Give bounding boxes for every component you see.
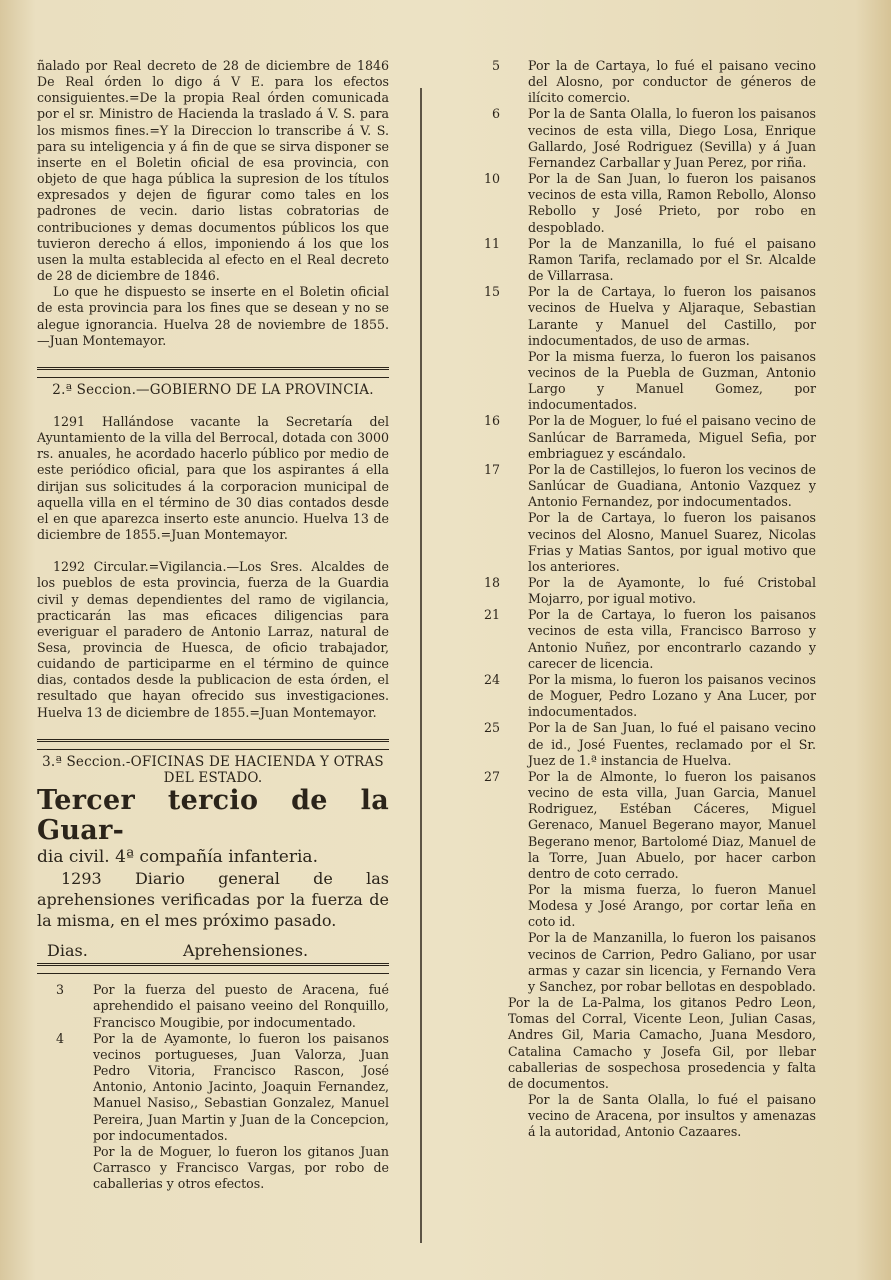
entry-text: Por la de Manzanilla, lo fué el paisano Ramon Tarifa, reclamado por el Sr. Alcalde de Villarrasa. xyxy=(528,235,816,284)
list-item xyxy=(478,930,816,995)
entry-day: 24 xyxy=(483,671,500,687)
section-rule xyxy=(37,739,389,750)
entry-text: Por la misma fuerza, lo fueron Manuel Modesa y José Arango, por cortar leña en coto id. xyxy=(528,881,816,930)
notice-1291: 1291 Hallándose vacante la Secretaría del Ayuntamiento de la villa del Berrocal, dotada con 3000 rs. anuales, he acordado hacerlo público por medio de este periódico oficial, para que los aspirantes á ella dirijan sus solicitudes á la corporacion municipal de aquella villa en el término de 30 dias contados desde el en que aparezca inserto este anuncio. Huelva 13 de diciembre de 1855.=Juan Montemayor. xyxy=(37,413,389,543)
column-divider xyxy=(420,88,422,1243)
notice-1292: 1292 Circular.=Vigilancia.—Los Sres. Alcaldes de los pueblos de esta provincia, fuerza de la Guardia civil y demas dependientes del ramo de vigilancia, practicarán las mas eficaces diligencias para everiguar el paradero de Antonio Larraz, natural de Sesa, provincia de Huesca, de oficio trabajador, cuidando de participarme en el término de quince dias, contados desde la publicacion de esta órden, el resultado que hayan ofrecido sus investigaciones. Huelva 13 de diciembre de 1855.=Juan Montemayor. xyxy=(37,559,389,720)
entry-text: Por la de Ayamonte, lo fué Cristobal Mojarro, por igual motivo. xyxy=(528,575,816,607)
entry-day: 3 xyxy=(55,982,64,998)
entry-text: Por la misma fuerza, lo fueron los paisanos vecinos de la Puebla de Guzman, Antonio Largo y Manuel Gomez, por indocumentados. xyxy=(528,348,816,413)
list-item xyxy=(478,171,816,236)
left-column xyxy=(37,58,389,1192)
entry-text: Por la de Cartaya, lo fueron los paisanos vecinos de Huelva y Aljaraque, Sebastian Larante y Manuel del Castillo, por indocumentados, de uso de armas. xyxy=(528,284,816,348)
notice-1293: 1293 Diario general de las aprehensiones verificadas por la fuerza de la misma, en el mes próximo pasado. xyxy=(37,869,389,931)
entry-text: Por la de Moguer, lo fué el paisano vecino de Sanlúcar de Barrameda, Miguel Sefia, por embriaguez y escándalo. xyxy=(528,413,816,461)
list-item xyxy=(478,882,816,930)
entry-text: Por la de Manzanilla, lo fueron los paisanos vecinos de Carrion, Pedro Galiano, por usar armas y cazar sin licencia, y Fernando Vera y Sanchez, por robar bellotas en despoblado. xyxy=(528,930,816,994)
list-item xyxy=(37,982,389,1030)
entry-text: Por la de Almonte, lo fueron los paisanos vecino de esta villa, Juan Garcia, Manuel Rodriguez, Estéban Cáceres, Miguel Gerenaco, Manuel Begerano mayor, Manuel Begerano menor, Bartolomé Diaz, Manuel de la Torre, Juan Abuelo, por hacer carbon dentro de coto cerrado. xyxy=(528,768,816,881)
entry-text: Por la de Santa Olalla, lo fueron los paisanos vecinos de esta villa, Diego Losa, Enrique Gallardo, José Rodriguez (Sevilla) y á Juan Fernandez Carballar y Juan Perez, por riña. xyxy=(528,106,816,170)
guard-subtitle: dia civil. 4ª compañía infanteria. xyxy=(37,847,318,868)
table-header xyxy=(47,943,389,959)
entry-text: Por la de Castillejos, lo fueron los vecinos de Sanlúcar de Guadiana, Antonio Vazquez y Antonio Fernandez, por indocumentados. xyxy=(528,461,816,510)
entry-text: Por la de Cartaya, lo fueron los paisanos vecinos de esta villa, Francisco Barroso y Antonio Nuñez, por encontrarlo cazando y carecer de licencia. xyxy=(528,607,816,671)
entry-day: 18 xyxy=(483,575,500,590)
section-rule xyxy=(37,367,389,378)
entry-text: Por la de San Juan, lo fueron los paisanos vecinos de esta villa, Ramon Rebollo, Alonso Rebollo y José Prieto, por robo en despoblado. xyxy=(528,171,816,235)
entry-text: Por la de Moguer, lo fueron los gitanos Juan Carrasco y Francisco Vargas, por robo de caballerias y otros efectos. xyxy=(93,1143,389,1192)
list-item xyxy=(478,510,816,575)
list-item xyxy=(478,284,816,349)
entry-text: Por la de Cartaya, lo fueron los paisanos vecinos del Alosno, Manuel Suarez, Nicolas Frias y Matias Santos, por igual motivo que los anteriores. xyxy=(528,510,816,574)
right-column xyxy=(478,58,816,1140)
list-item xyxy=(478,672,816,720)
table-rule xyxy=(37,963,389,974)
list-item xyxy=(478,575,816,607)
entry-text: Por la de San Juan, lo fué el paisano vecino de id., José Fuentes, reclamado por el Sr. Juez de 1.ª instancia de Huelva. xyxy=(528,720,816,768)
decree-text: ñalado por Real decreto de 28 de diciembre de 1846 De Real órden lo digo á V E. para los efectos consiguientes.=De la propia Real órden comunicada por el sr. Ministro de Hacienda la traslado á V. S. para los mismos fines.=Y la Direccion lo transcribe á V. S. para su inteligencia y á fin de que se sirva disponer se inserte en el Boletin oficial de esa provincia, con objeto de que haga pública la supresion de los títulos expresados y dejen de figurar como tales en los padrones de vecin. dario listas cobratorias de contribuciones y demas documentos públicos los que tuvieron derecho á ellos, imponiendo á los que los usen la multa establecida al efecto en el Real decreto de 28 de diciembre de 1846. xyxy=(37,58,389,284)
list-item xyxy=(478,720,816,768)
entry-text: Por la de Ayamonte, lo fueron los paisanos vecinos portugueses, Juan Valorza, Juan Pedro Vitoria, Francisco Rascon, José Antonio, Antonio Jacinto, Joaquin Fernandez, Manuel Nasiso,, Sebastian Gonzalez, Manuel Pereira, Juan Martin y Juan de la Concepcion, por indocumentados. xyxy=(93,1030,389,1143)
section-2-title: 2.ª Seccion.—GOBIERNO DE LA PROVINCIA. xyxy=(52,381,374,398)
list-item xyxy=(478,413,816,461)
entry-day: 25 xyxy=(483,720,500,736)
entry-text: Por la misma, lo fueron los paisanos vecinos de Moguer, Pedro Lozano y Ana Lucer, por indocumentados. xyxy=(528,671,816,720)
entry-day: 11 xyxy=(483,235,500,251)
list-item xyxy=(478,607,816,672)
section-3-title-line1: 3.ª Seccion.-OFICINAS DE HACIENDA Y OTRAS xyxy=(42,753,384,770)
guard-title: Tercer tercio de la Guar- xyxy=(37,785,389,847)
entry-day: 4 xyxy=(55,1030,64,1046)
closing-paragraph: Lo que he dispuesto se inserte en el Boletin oficial de esta provincia para los fines que se desean y no se alegue ignorancia. Huelva 28 de noviembre de 1855. —Juan Montemayor. xyxy=(37,284,389,348)
list-item xyxy=(478,995,816,1092)
list-item xyxy=(37,1144,389,1192)
list-item xyxy=(478,58,816,106)
column-header-aprehensiones: Aprehensiones. xyxy=(183,941,309,961)
list-item xyxy=(478,106,816,171)
section-3-title-line2: DEL ESTADO. xyxy=(163,769,263,786)
entry-text: Por la fuerza del puesto de Aracena, fué aprehendido el paisano veeino del Ronquillo, Francisco Mougibie, por indocumentado. xyxy=(93,982,389,1030)
column-header-dias: Dias. xyxy=(47,941,88,961)
entry-day: 21 xyxy=(483,607,500,623)
entry-day: 15 xyxy=(483,284,500,300)
entry-text: Por la de Santa Olalla, lo fué el paisano vecino de Aracena, por insultos y amenazas á la autoridad, Antonio Cazaares. xyxy=(528,1092,816,1140)
entry-day: 6 xyxy=(491,106,500,122)
entry-text: Por la de La-Palma, los gitanos Pedro Leon, Tomas del Corral, Vicente Leon, Julian Casas, Andres Gil, Maria Camacho, Juana Mesdoro, Catalina Camacho y Josefa Gil, por llebar caballerias de sospechosa prosedencia y falta de documentos. xyxy=(508,995,816,1091)
entry-day: 27 xyxy=(483,768,500,784)
entry-text: Por la de Cartaya, lo fué el paisano vecino del Alosno, por conductor de géneros de ilícito comercio. xyxy=(528,58,816,106)
entry-day: 10 xyxy=(483,171,500,187)
list-item xyxy=(478,462,816,510)
list-item xyxy=(478,1092,816,1140)
entry-day: 17 xyxy=(483,461,500,477)
list-item xyxy=(478,236,816,284)
list-item xyxy=(37,1031,389,1144)
entry-day: 16 xyxy=(483,413,500,429)
entry-day: 5 xyxy=(491,58,500,73)
list-item xyxy=(478,769,816,882)
list-item xyxy=(478,349,816,414)
